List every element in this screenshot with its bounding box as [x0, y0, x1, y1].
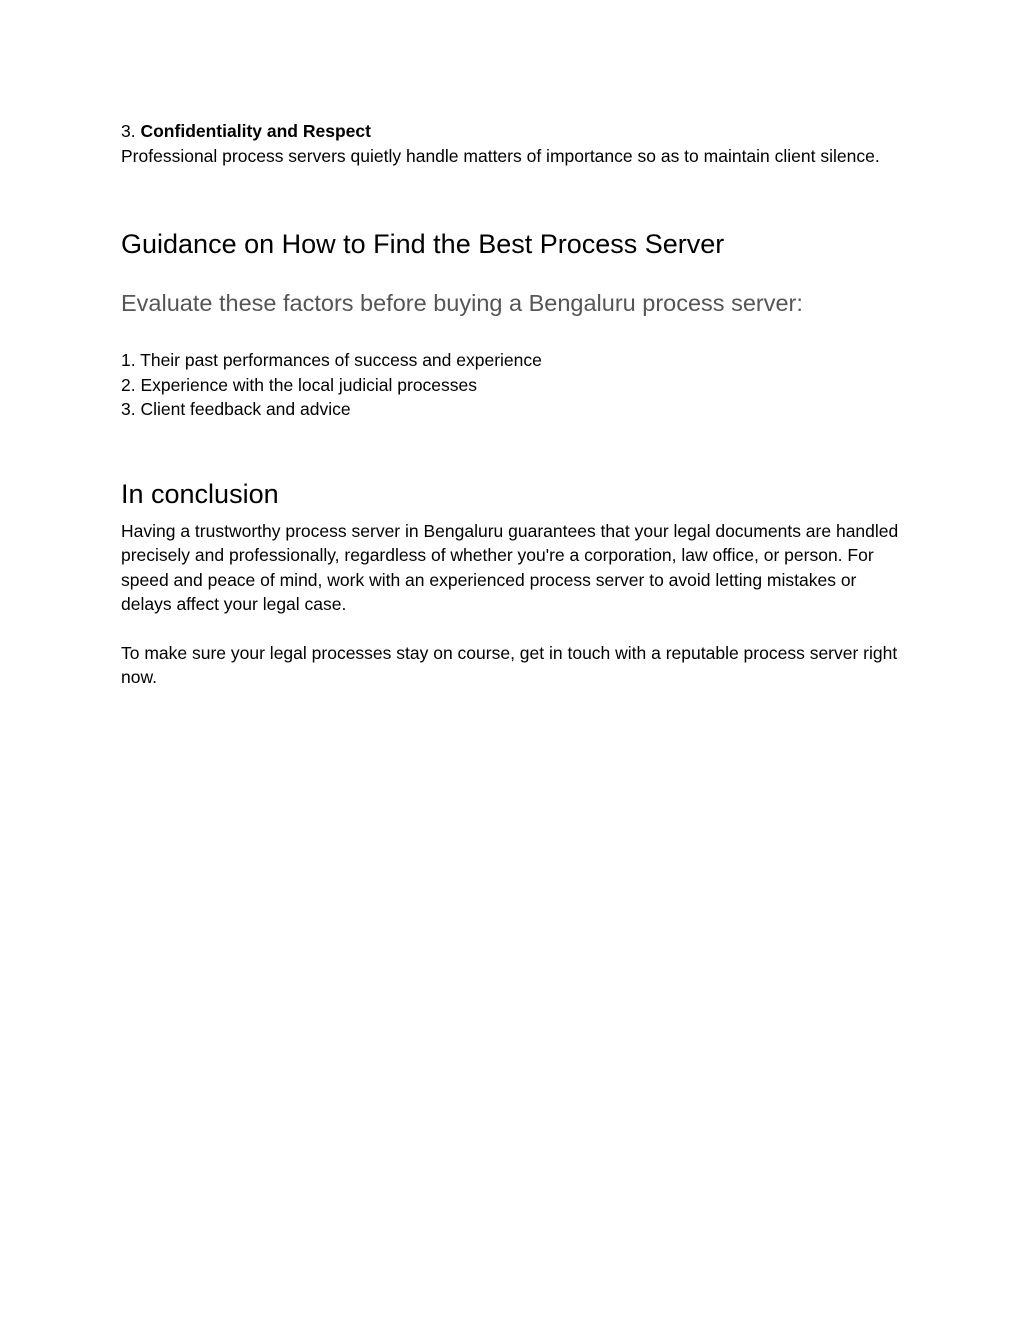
conclusion-heading: In conclusion	[121, 478, 279, 509]
document-content	[121, 119, 911, 690]
list-item: 3. Client feedback and advice	[121, 399, 351, 419]
factors-list	[121, 348, 911, 422]
conclusion-paragraph-1: Having a trustworthy process server in Bengaluru guarantees that your legal documents are handled precisely and professionally, regardless of whether you're a corporation, law office, or person. For speed and peace of mind, work with an experienced process server to avoid letting mistakes or delays affect your legal case.	[121, 520, 899, 614]
confidentiality-section	[121, 119, 911, 168]
item-number: 3.	[121, 121, 136, 141]
list-item: 2. Experience with the local judicial processes	[121, 374, 478, 395]
guidance-subheading: Evaluate these factors before buying a Bengaluru process server:	[121, 290, 803, 316]
item-heading	[121, 119, 911, 144]
item-description: Professional process servers quietly handle matters of importance so as to maintain client silence.	[121, 145, 880, 166]
item-title: Confidentiality and Respect	[140, 121, 371, 141]
guidance-heading: Guidance on How to Find the Best Process Server	[121, 229, 725, 259]
conclusion-paragraph-2: To make sure your legal processes stay on course, get in touch with a reputable process server right now.	[121, 642, 898, 687]
list-item: 1. Their past performances of success and experience	[121, 350, 542, 370]
